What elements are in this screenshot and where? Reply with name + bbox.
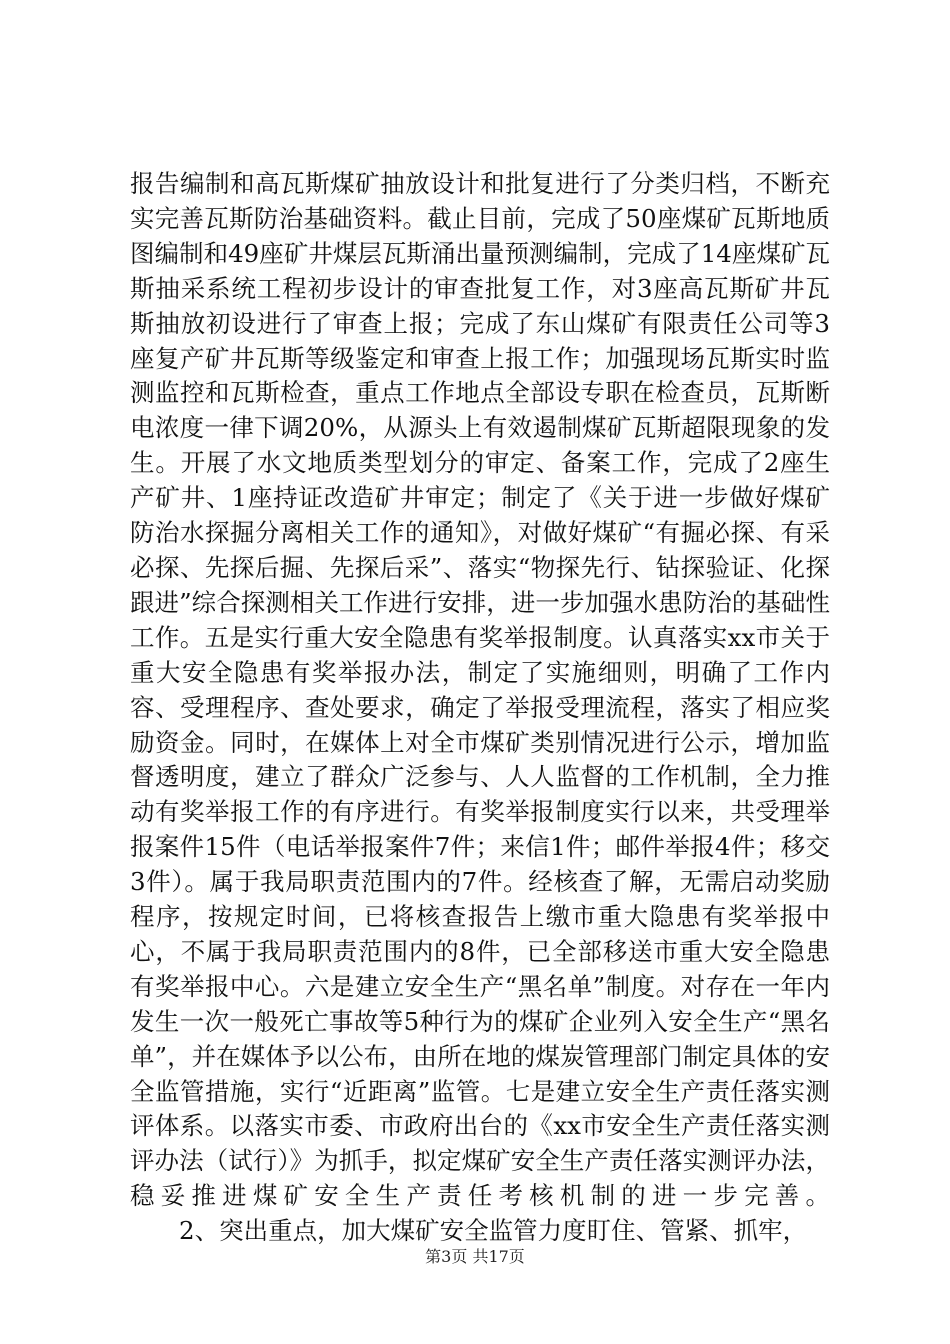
page-footer bbox=[0, 1244, 950, 1267]
body-paragraph-1: 报告编制和高瓦斯煤矿抽放设计和批复进行了分类归档，不断充实完善瓦斯防治基础资料。截止目前，完成了50座煤矿瓦斯地质图编制和49座矿井煤层瓦斯涌出量预测编制，完成了14座煤矿瓦斯抽采系统工程初步设计的审查批复工作，对3座高瓦斯矿井瓦斯抽放初设进行了审查上报；完成了东山煤矿有限责任公司等3座复产矿井瓦斯等级鉴定和审查上报工作；加强现场瓦斯实时监测监控和瓦斯检查，重点工作地点全部设专职在检查员，瓦斯断电浓度一律下调20%，从源头上有效遏制煤矿瓦斯超限现象的发生。开展了水文地质类型划分的审定、备案工作，完成了2座生产矿井、1座持证改造矿井审定；制定了《关于进一步做好煤矿防治水探掘分离相关工作的通知》，对做好煤矿“有掘必探、有采必探、先探后掘、先探后采”、落实“物探先行、钻探验证、化探跟进”综合探测相关工作进行安排，进一步加强水患防治的基础性工作。五是实行重大安全隐患有奖举报制度。认真落实xx市关于重大安全隐患有奖举报办法，制定了实施细则，明确了工作内容、受理程序、查处要求，确定了举报受理流程，落实了相应奖励资金。同时，在媒体上对全市煤矿类别情况进行公示，增加监督透明度，建立了群众广泛参与、人人监督的工作机制，全力推动有奖举报工作的有序进行。有奖举报制度实行以来，共受理举报案件15件（电话举报案件7件；来信1件；邮件举报4件；移交3件）。属于我局职责范围内的7件。经核查了解，无需启动奖励程序，按规定时间，已将核查报告上缴市重大隐患有奖举报中心，不属于我局职责范围内的8件，已全部移送市重大安全隐患有奖举报中心。六是建立安全生产“黑名单”制度。对存在一年内发生一次一般死亡事故等5种行为的煤矿企业列入安全生产“黑名单”，并在媒体予以公布，由所在地的煤炭管理部门制定具体的安全监管措施，实行“近距离”监管。七是建立安全生产责任落实测评体系。以落实市委、市政府出台的《xx市安全生产责任落实测评办法（试行）》为抓手，拟定煤矿安全生产责任落实测评办法，稳妥推进煤矿安全生产责任考核机制的进一步完善。 bbox=[130, 169, 830, 1211]
page-number-label: 第3页 共17页 bbox=[425, 1247, 525, 1266]
document-body bbox=[130, 167, 830, 1249]
body-paragraph-2: 2、突出重点，加大煤矿安全监管力度盯住、管紧、抓牢， bbox=[179, 1216, 808, 1246]
